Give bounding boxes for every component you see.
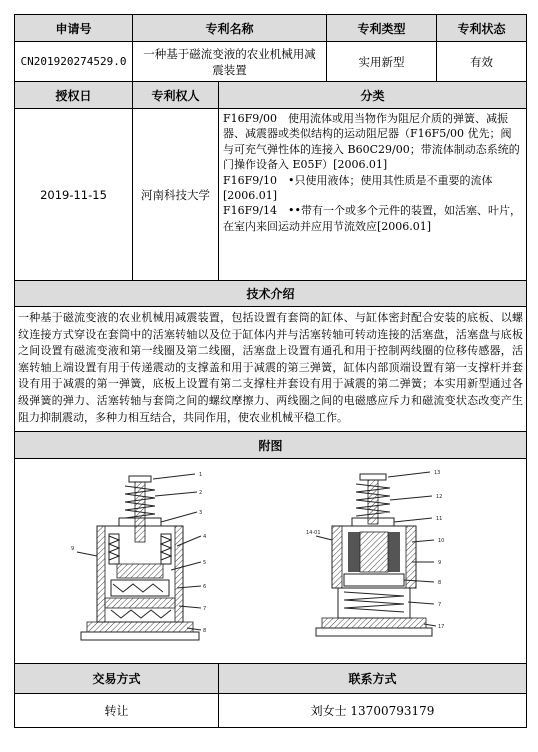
classification-header: 分类 (219, 82, 527, 109)
svg-text:17: 17 (438, 624, 445, 631)
svg-text:9: 9 (70, 546, 74, 553)
owner-value: 河南科技大学 (133, 109, 219, 281)
intro-header: 技术介绍 (15, 281, 527, 307)
svg-text:8: 8 (438, 580, 442, 587)
svg-text:8: 8 (202, 628, 206, 635)
trade-header: 交易方式 (15, 664, 219, 694)
svg-text:4: 4 (202, 534, 206, 541)
contact-value: 刘女士 13700793179 (219, 694, 527, 728)
svg-text:3: 3 (198, 510, 202, 517)
patent-drawing-right (304, 466, 474, 656)
app-no-value: CN201920274529.0 (15, 42, 133, 82)
trade-value: 转让 (15, 694, 219, 728)
svg-text:5: 5 (202, 560, 206, 567)
classification-entry-2: F16F9/10 •只使用液体；使用其性质是不重要的流体[2006.01] (223, 173, 493, 203)
intro-text: 一种基于磁流变液的农业机械用减震装置，包括设置有套筒的缸体、与缸体密封配合安装的底板、以螺纹连接方式穿设在套筒中的活塞转轴以及位于缸体内并与活塞转轴可转动连接的活塞盘，活塞盘与底板之间设置有磁流变液和第一线圈及第二线圈，活塞盘上设置有通孔和用于控制两线圈的位移传感器，活塞转轴上端设置有用于传递震动的支撑盖和用于减震的第三弹簧，缸体内部顶端设置有第一支撑杆并套设有用于减震的第一弹簧，底板上设置有第二支撑柱并套设有用于减震的第二弹簧；本实用新型通过各级弹簧的弹力、活塞转轴与套筒之间的螺纹摩擦力、两线圈之间的电磁感应斥力和磁流变状态改变产生阻力抑制震动，多种力相互结合，共同作用，使农业机械平稳工作。 (15, 307, 527, 432)
svg-text:13: 13 (434, 470, 441, 477)
status-header: 专利状态 (437, 15, 527, 42)
figure-header: 附图 (15, 432, 527, 459)
classification-value (219, 109, 527, 281)
title-header: 专利名称 (133, 15, 327, 42)
svg-text:9: 9 (438, 560, 442, 567)
type-header: 专利类型 (327, 15, 437, 42)
app-no-header: 申请号 (15, 15, 133, 42)
patent-sheet (14, 14, 527, 728)
patent-drawing-left (67, 466, 237, 656)
classification-entry-3: F16F9/14 ••带有一个或多个元件的装置，如活塞、叶片，在室内来回运动并应用节流效应[2006.01] (223, 204, 521, 233)
svg-text:2: 2 (198, 490, 202, 497)
figure-cell (15, 459, 527, 664)
svg-text:12: 12 (436, 494, 443, 501)
type-value: 实用新型 (327, 42, 437, 82)
status-value: 有效 (437, 42, 527, 82)
title-value: 一种基于磁流变液的农业机械用减震装置 (133, 42, 327, 82)
owner-header: 专利权人 (133, 82, 219, 109)
svg-text:14-01: 14-01 (306, 530, 321, 537)
classification-entry-1: F16F9/00 使用流体或用当物作为阻尼介质的弹簧、减振器、减震器或类似结构的运动阻尼器（F16F5/00 优先；阀与可充气弹性体的连接入 B60C29/00；带流体制动态系统的门操作设备入 E05F）[2006.01] (223, 112, 520, 172)
svg-text:7: 7 (438, 602, 442, 609)
svg-text:11: 11 (436, 516, 443, 523)
svg-text:1: 1 (198, 472, 202, 479)
contact-header: 联系方式 (219, 664, 527, 694)
svg-text:10: 10 (438, 538, 445, 545)
grant-date-value: 2019-11-15 (15, 109, 133, 281)
svg-text:6: 6 (202, 584, 206, 591)
grant-date-header: 授权日 (15, 82, 133, 109)
svg-text:7: 7 (202, 606, 206, 613)
